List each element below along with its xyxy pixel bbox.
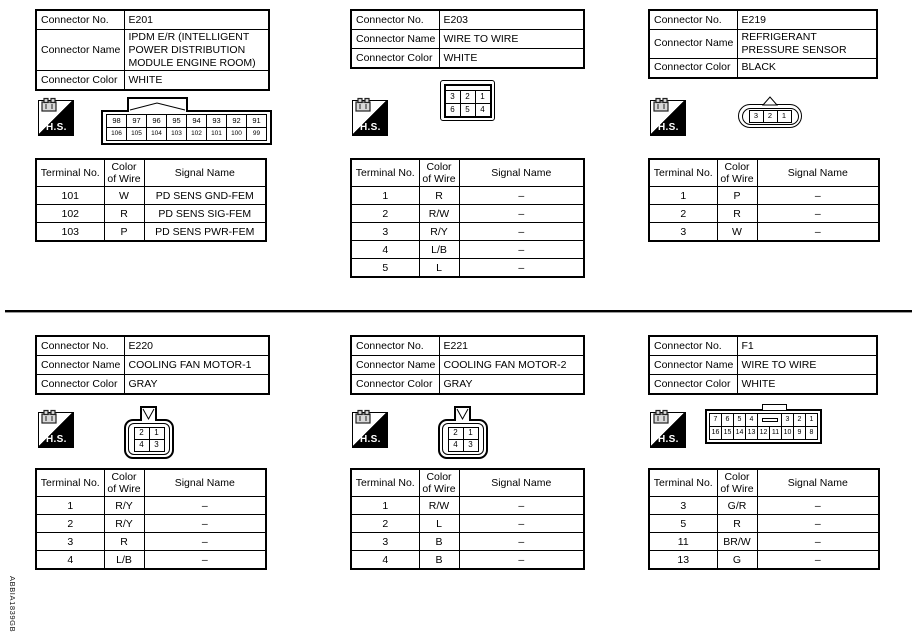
- wire-color-cell: G: [717, 551, 757, 570]
- signal-name-cell: –: [757, 533, 879, 551]
- signal-name-cell: –: [144, 533, 266, 551]
- connector-color-label: Connector Color: [649, 375, 737, 395]
- signal-name-cell: –: [459, 551, 584, 570]
- wire-color-cell: R/Y: [104, 497, 144, 515]
- table-row: [36, 533, 266, 551]
- connector-no-label: Connector No.: [36, 336, 124, 356]
- signal-name-cell: –: [459, 533, 584, 551]
- wire-color-cell: W: [717, 223, 757, 242]
- signal-name-cell: PD SENS PWR-FEM: [144, 223, 266, 242]
- pin-cell: 3: [445, 90, 460, 103]
- pin-cell: 97: [127, 115, 147, 128]
- connector-plug-icon: [353, 97, 373, 113]
- terminal-no-cell: 5: [351, 259, 419, 278]
- connector-plug-icon: [39, 97, 59, 113]
- table-row: [36, 223, 266, 242]
- terminal-no-cell: 2: [351, 205, 419, 223]
- connector-color-value: WHITE: [737, 375, 877, 395]
- connector-info-table: [35, 335, 270, 395]
- signal-name-cell: –: [757, 497, 879, 515]
- harness-side-icon: [650, 412, 686, 448]
- connector-plug-icon: [353, 409, 373, 425]
- pin-cell: 100: [227, 128, 247, 141]
- connector-info-table: [350, 335, 585, 395]
- info-row: [351, 30, 584, 49]
- wire-color-cell: B: [419, 551, 459, 570]
- terminal-no-cell: 102: [36, 205, 104, 223]
- table-row: [649, 497, 879, 515]
- hs-label: H.S.: [658, 122, 679, 133]
- pin-cell: 1: [463, 427, 478, 439]
- terminal-no-cell: 11: [649, 533, 717, 551]
- pin-cell: 1: [149, 427, 164, 439]
- table-row: [649, 223, 879, 242]
- terminal-table: [648, 158, 880, 242]
- pin-cell: 95: [167, 115, 187, 128]
- terminal-no-cell: 3: [649, 497, 717, 515]
- terminal-no-cell: 101: [36, 187, 104, 205]
- wire-color-cell: G/R: [717, 497, 757, 515]
- connector-no-value: E201: [124, 10, 269, 30]
- slot-opening: [762, 418, 778, 422]
- pin-cell: 94: [187, 115, 207, 128]
- pin-diagram-e221: [438, 406, 488, 459]
- connector-no-label: Connector No.: [351, 10, 439, 30]
- connector-name-label: Connector Name: [36, 30, 124, 71]
- signal-name-cell: –: [757, 205, 879, 223]
- pin-cell: 91: [247, 115, 267, 128]
- terminal-no-cell: 13: [649, 551, 717, 570]
- connector-key-tab: [454, 406, 471, 421]
- table-row: [36, 205, 266, 223]
- harness-side-icon: [352, 412, 388, 448]
- pin-cell: 13: [746, 426, 758, 439]
- info-row: [36, 10, 269, 30]
- connector-plug-icon: [651, 97, 671, 113]
- terminal-table-header: [351, 159, 584, 187]
- pin-cell: 4: [448, 439, 463, 451]
- signal-name-cell: –: [459, 223, 584, 241]
- connector-color-value: GRAY: [124, 375, 269, 395]
- terminal-no-header: Terminal No.: [649, 469, 717, 497]
- signal-name-cell: –: [459, 515, 584, 533]
- hs-label: H.S.: [360, 122, 381, 133]
- harness-side-icon: [38, 412, 74, 448]
- connector-color-value: BLACK: [737, 58, 877, 78]
- pin-diagram-e220: [124, 406, 174, 459]
- connector-info-table: [648, 335, 878, 395]
- connector-no-value: E221: [439, 336, 584, 356]
- connector-name-label: Connector Name: [36, 356, 124, 375]
- table-row: [351, 223, 584, 241]
- wire-color-cell: L: [419, 259, 459, 278]
- color-of-wire-header: Color of Wire: [717, 159, 757, 187]
- pin-cell: 103: [167, 128, 187, 141]
- pin-diagram-e201: [101, 97, 272, 150]
- terminal-no-cell: 4: [36, 551, 104, 570]
- terminal-no-header: Terminal No.: [351, 159, 419, 187]
- connector-latch: [127, 97, 188, 112]
- pin-cell: 4: [746, 413, 758, 426]
- signal-name-cell: –: [459, 205, 584, 223]
- info-row: [649, 356, 877, 375]
- terminal-table: [35, 468, 267, 570]
- terminal-no-header: Terminal No.: [351, 469, 419, 497]
- connector-name-label: Connector Name: [351, 30, 439, 49]
- table-row: [649, 205, 879, 223]
- signal-name-header: Signal Name: [459, 159, 584, 187]
- terminal-no-header: Terminal No.: [649, 159, 717, 187]
- connector-info-table: [350, 9, 585, 69]
- terminal-table-header: [351, 469, 584, 497]
- pin-cell: 102: [187, 128, 207, 141]
- connector-color-label: Connector Color: [351, 375, 439, 395]
- terminal-no-cell: 2: [649, 205, 717, 223]
- pin-cell: 2: [134, 427, 149, 439]
- terminal-no-cell: 1: [351, 187, 419, 205]
- info-row: [649, 336, 877, 356]
- terminal-no-cell: 3: [351, 223, 419, 241]
- terminal-table: [350, 158, 585, 278]
- table-row: [36, 515, 266, 533]
- hs-label: H.S.: [658, 434, 679, 445]
- info-row: [351, 49, 584, 69]
- pin-cell: 93: [207, 115, 227, 128]
- table-row: [649, 515, 879, 533]
- info-row: [36, 356, 269, 375]
- wire-color-cell: L: [419, 515, 459, 533]
- connector-name-label: Connector Name: [649, 356, 737, 375]
- wire-color-cell: R/W: [419, 205, 459, 223]
- pin-cell: 5: [460, 103, 475, 116]
- signal-name-cell: –: [144, 515, 266, 533]
- connector-name-value: COOLING FAN MOTOR-1: [124, 356, 269, 375]
- terminal-no-cell: 2: [36, 515, 104, 533]
- harness-side-icon: [352, 100, 388, 136]
- harness-side-icon: [38, 100, 74, 136]
- info-row: [351, 336, 584, 356]
- pin-cell: 15: [722, 426, 734, 439]
- pin-cell: 4: [134, 439, 149, 451]
- pin-cell: 101: [207, 128, 227, 141]
- color-of-wire-header: Color of Wire: [104, 159, 144, 187]
- figure-code: ABBIA1839GB: [8, 576, 17, 633]
- table-row: [36, 187, 266, 205]
- info-row: [351, 356, 584, 375]
- wire-color-cell: BR/W: [717, 533, 757, 551]
- signal-name-cell: –: [757, 515, 879, 533]
- connector-no-label: Connector No.: [649, 336, 737, 356]
- table-row: [351, 187, 584, 205]
- terminal-no-cell: 4: [351, 551, 419, 570]
- table-row: [351, 205, 584, 223]
- wire-color-cell: L/B: [419, 241, 459, 259]
- terminal-no-cell: 3: [351, 533, 419, 551]
- connector-name-value: REFRIGERANT PRESSURE SENSOR: [737, 30, 877, 59]
- table-row: [351, 497, 584, 515]
- wire-color-cell: R: [419, 187, 459, 205]
- hs-label: H.S.: [360, 434, 381, 445]
- info-row: [36, 30, 269, 71]
- connector-no-label: Connector No.: [351, 336, 439, 356]
- connector-key-tab: [761, 96, 779, 106]
- signal-name-cell: –: [459, 259, 584, 278]
- terminal-table: [350, 468, 585, 570]
- pin-cell: 4: [475, 103, 490, 116]
- table-row: [351, 259, 584, 278]
- color-of-wire-header: Color of Wire: [419, 159, 459, 187]
- signal-name-header: Signal Name: [144, 159, 266, 187]
- connector-name-value: IPDM E/R (INTELLIGENT POWER DISTRIBUTION MODULE ENGINE ROOM): [124, 30, 269, 71]
- connector-name-value: COOLING FAN MOTOR-2: [439, 356, 584, 375]
- hs-label: H.S.: [46, 122, 67, 133]
- pin-cell: 1: [806, 413, 818, 426]
- terminal-no-cell: 3: [649, 223, 717, 242]
- table-row: [351, 515, 584, 533]
- wire-color-cell: R/Y: [104, 515, 144, 533]
- pin-cell: 92: [227, 115, 247, 128]
- connector-plug-icon: [39, 409, 59, 425]
- signal-name-header: Signal Name: [757, 469, 879, 497]
- table-row: [36, 551, 266, 570]
- terminal-no-cell: 1: [649, 187, 717, 205]
- pin-cell: 105: [127, 128, 147, 141]
- wire-color-cell: R: [104, 533, 144, 551]
- pin-cell: 2: [460, 90, 475, 103]
- connector-info-table: [648, 9, 878, 79]
- table-row: [351, 533, 584, 551]
- connector-color-value: WHITE: [439, 49, 584, 69]
- connector-color-value: GRAY: [439, 375, 584, 395]
- connector-color-label: Connector Color: [36, 375, 124, 395]
- section-divider: [5, 310, 912, 313]
- info-row: [351, 375, 584, 395]
- wire-color-cell: B: [419, 533, 459, 551]
- terminal-no-cell: 2: [351, 515, 419, 533]
- table-row: [649, 551, 879, 570]
- info-row: [36, 336, 269, 356]
- info-row: [649, 10, 877, 30]
- info-row: [649, 30, 877, 59]
- terminal-table-header: [649, 159, 879, 187]
- terminal-table-header: [36, 159, 266, 187]
- table-row: [351, 241, 584, 259]
- connector-no-value: E219: [737, 10, 877, 30]
- pin-cell: 7: [710, 413, 722, 426]
- terminal-no-cell: 4: [351, 241, 419, 259]
- connector-no-value: E220: [124, 336, 269, 356]
- info-row: [649, 58, 877, 78]
- wire-color-cell: W: [104, 187, 144, 205]
- connector-color-label: Connector Color: [351, 49, 439, 69]
- signal-name-cell: –: [757, 551, 879, 570]
- pin-cell: 99: [247, 128, 267, 141]
- signal-name-cell: –: [459, 497, 584, 515]
- terminal-no-cell: 5: [649, 515, 717, 533]
- connector-no-value: E203: [439, 10, 584, 30]
- connector-plug-icon: [651, 409, 671, 425]
- info-row: [36, 375, 269, 395]
- terminal-no-header: Terminal No.: [36, 159, 104, 187]
- pin-cell: 2: [763, 110, 777, 122]
- pin-cell: 6: [445, 103, 460, 116]
- info-row: [351, 10, 584, 30]
- pin-diagram-f1: [705, 404, 822, 449]
- terminal-table-header: [649, 469, 879, 497]
- pin-cell: 98: [107, 115, 127, 128]
- pin-diagram-e219: [738, 96, 802, 128]
- terminal-no-cell: 103: [36, 223, 104, 242]
- pin-cell: 2: [448, 427, 463, 439]
- pin-cell: 3: [782, 413, 794, 426]
- signal-name-cell: –: [144, 551, 266, 570]
- signal-name-cell: –: [144, 497, 266, 515]
- pin-cell: 3: [463, 439, 478, 451]
- wire-color-cell: R: [717, 515, 757, 533]
- terminal-table-header: [36, 469, 266, 497]
- pin-cell: 6: [722, 413, 734, 426]
- hs-label: H.S.: [46, 434, 67, 445]
- terminal-no-cell: 3: [36, 533, 104, 551]
- wire-color-cell: R/Y: [419, 223, 459, 241]
- connector-no-label: Connector No.: [36, 10, 124, 30]
- pin-cell: 11: [770, 426, 782, 439]
- signal-name-header: Signal Name: [459, 469, 584, 497]
- terminal-no-cell: 1: [351, 497, 419, 515]
- connector-slot: [758, 413, 782, 426]
- connector-info-table: [35, 9, 270, 91]
- signal-name-cell: –: [459, 241, 584, 259]
- signal-name-cell: –: [757, 223, 879, 242]
- table-row: [36, 497, 266, 515]
- wire-color-cell: R/W: [419, 497, 459, 515]
- color-of-wire-header: Color of Wire: [104, 469, 144, 497]
- pin-cell: 10: [782, 426, 794, 439]
- connector-color-value: WHITE: [124, 71, 269, 91]
- pin-cell: 2: [794, 413, 806, 426]
- wire-color-cell: R: [104, 205, 144, 223]
- connector-key-tab: [762, 404, 787, 410]
- pin-cell: 9: [794, 426, 806, 439]
- pin-cell: 1: [475, 90, 490, 103]
- terminal-table: [648, 468, 880, 570]
- wire-color-cell: P: [717, 187, 757, 205]
- pin-cell: 1: [777, 110, 791, 122]
- connector-name-label: Connector Name: [649, 30, 737, 59]
- signal-name-header: Signal Name: [757, 159, 879, 187]
- info-row: [649, 375, 877, 395]
- signal-name-cell: PD SENS GND-FEM: [144, 187, 266, 205]
- signal-name-cell: –: [757, 187, 879, 205]
- pin-cell: 14: [734, 426, 746, 439]
- terminal-no-cell: 1: [36, 497, 104, 515]
- connector-no-label: Connector No.: [649, 10, 737, 30]
- harness-side-icon: [650, 100, 686, 136]
- pin-cell: 3: [149, 439, 164, 451]
- pin-cell: 104: [147, 128, 167, 141]
- pin-cell: 3: [749, 110, 763, 122]
- pin-diagram-e203: [440, 80, 495, 126]
- info-row: [36, 71, 269, 91]
- wire-color-cell: P: [104, 223, 144, 242]
- terminal-table: [35, 158, 267, 242]
- connector-key-tab: [140, 406, 157, 421]
- table-row: [649, 533, 879, 551]
- pin-cell: 8: [806, 426, 818, 439]
- table-row: [351, 551, 584, 570]
- pin-cell: 5: [734, 413, 746, 426]
- signal-name-cell: PD SENS SIG-FEM: [144, 205, 266, 223]
- pin-cell: 106: [107, 128, 127, 141]
- pin-cell: 96: [147, 115, 167, 128]
- pin-cell: 12: [758, 426, 770, 439]
- color-of-wire-header: Color of Wire: [419, 469, 459, 497]
- connector-name-value: WIRE TO WIRE: [737, 356, 877, 375]
- color-of-wire-header: Color of Wire: [717, 469, 757, 497]
- connector-name-label: Connector Name: [351, 356, 439, 375]
- wire-color-cell: L/B: [104, 551, 144, 570]
- connector-color-label: Connector Color: [36, 71, 124, 91]
- signal-name-cell: –: [459, 187, 584, 205]
- signal-name-header: Signal Name: [144, 469, 266, 497]
- connector-color-label: Connector Color: [649, 58, 737, 78]
- table-row: [649, 187, 879, 205]
- terminal-no-header: Terminal No.: [36, 469, 104, 497]
- connector-name-value: WIRE TO WIRE: [439, 30, 584, 49]
- pin-cell: 16: [710, 426, 722, 439]
- connector-no-value: F1: [737, 336, 877, 356]
- wire-color-cell: R: [717, 205, 757, 223]
